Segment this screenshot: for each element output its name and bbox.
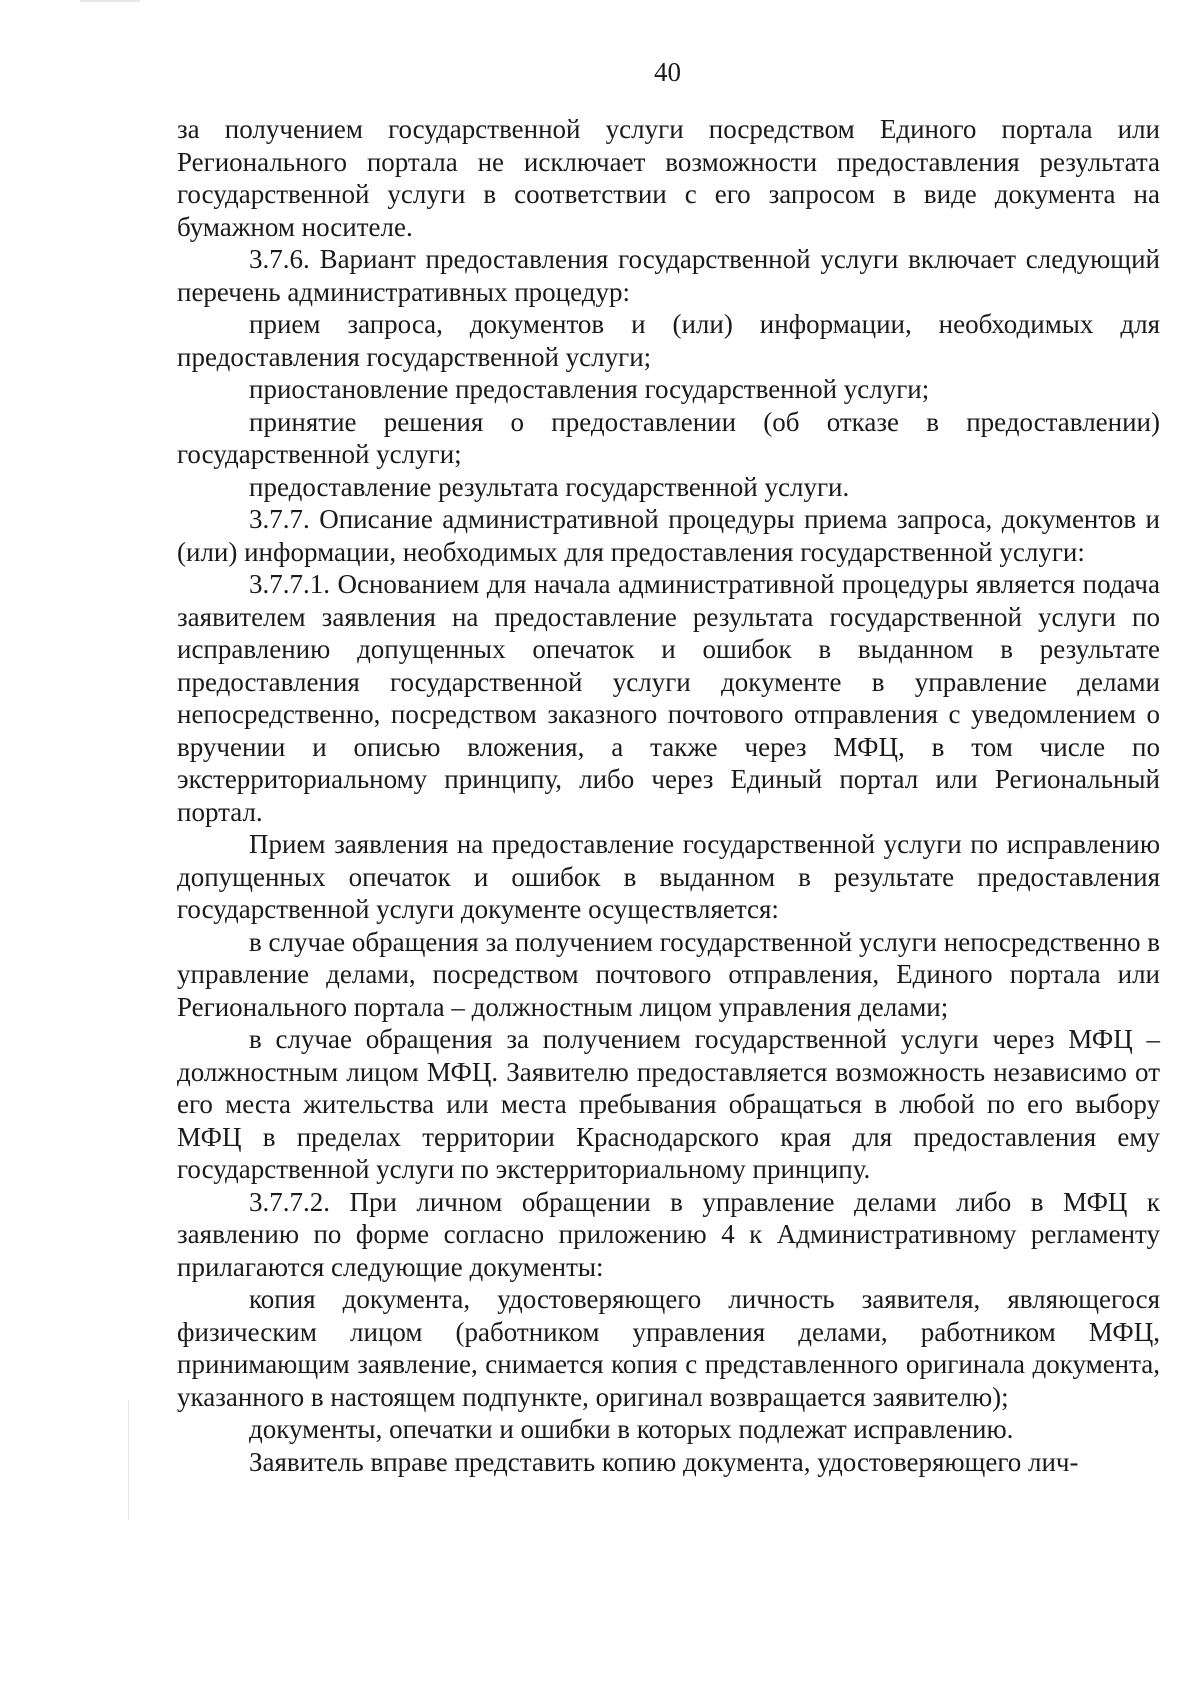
scan-artifact: [128, 1400, 129, 1520]
page-number: 40: [654, 57, 681, 87]
list-item-case-2: в случае обращения за получением государственной услуги через МФЦ – должностным лицом МФЦ. Заявителю предоставляется возможность независимо от его места жительства или места пребывания обращаться в любой по его выбору МФЦ в пределах территории Краснодарского края для предоставления ему государственной услуги по экстерриториальному принципу.: [177, 1024, 1160, 1184]
list-item-procedure-1: прием запроса, документов и (или) информации, необходимых для предоставления государственной услуги;: [177, 309, 1160, 372]
paragraph-applicant-right: Заявитель вправе представить копию документа, удостоверяющего лич-: [249, 1446, 1079, 1477]
paragraph-continuation: за получением государственной услуги посредством Единого портала или Регионального портала не исключает возможности предоставления результата государственной услуги в соответствии с его запросом в виде документа на бумажном носителе.: [177, 114, 1160, 242]
list-item-procedure-3: принятие решения о предоставлении (об отказе в предоставлении) государственной услуги;: [177, 406, 1160, 469]
paragraph-3-7-7-2: 3.7.7.2. При личном обращении в управление делами либо в МФЦ к заявлению по форме согласно приложению 4 к Административному регламенту прилагаются следующие документы:: [177, 1186, 1160, 1282]
list-item-document-1: копия документа, удостоверяющего личность заявителя, являющегося физическим лицом (работником управления делами, работником МФЦ, принимающим заявление, снимается копия с представленного оригинала документа, указанного в настоящем подпункте, оригинал возвращается заявителю);: [177, 1284, 1160, 1412]
paragraph-3-7-7-1: 3.7.7.1. Основанием для начала административной процедуры является подача заявителем заявления на предоставление результата государственной услуги по исправлению допущенных опечаток и ошибок в выданном в результате предоставления государственной услуги документе в управление делами непосредственно, посредством заказного почтового отправления с уведомлением о вручении и описью вложения, а также через МФЦ, в том числе по экстерриториальному принципу, либо через Единый портал или Региональный портал.: [177, 569, 1160, 827]
list-item-procedure-4: предоставление результата государственной услуги.: [249, 471, 850, 502]
list-item-procedure-2: приостановление предоставления государственной услуги;: [249, 374, 930, 404]
paragraph-reception: Прием заявления на предоставление государственной услуги по исправлению допущенных опечаток и ошибок в выданном в результате предоставления государственной услуги документе осуществляется:: [177, 829, 1160, 924]
paragraph-3-7-6: 3.7.6. Вариант предоставления государственной услуги включает следующий перечень административных процедур:: [177, 244, 1160, 307]
paragraph-3-7-7: 3.7.7. Описание административной процедуры приема запроса, документов и (или) информации, необходимых для предоставления государственной услуги:: [177, 504, 1160, 567]
document-body: [177, 113, 1160, 1478]
list-item-case-1: в случае обращения за получением государственной услуги непосредственно в управление делами, посредством почтового отправления, Единого портала или Регионального портала – должностным лицом управления делами;: [177, 926, 1160, 1022]
list-item-document-2: документы, опечатки и ошибки в которых подлежат исправлению.: [249, 1414, 1014, 1444]
scan-artifact: [80, 0, 140, 2]
